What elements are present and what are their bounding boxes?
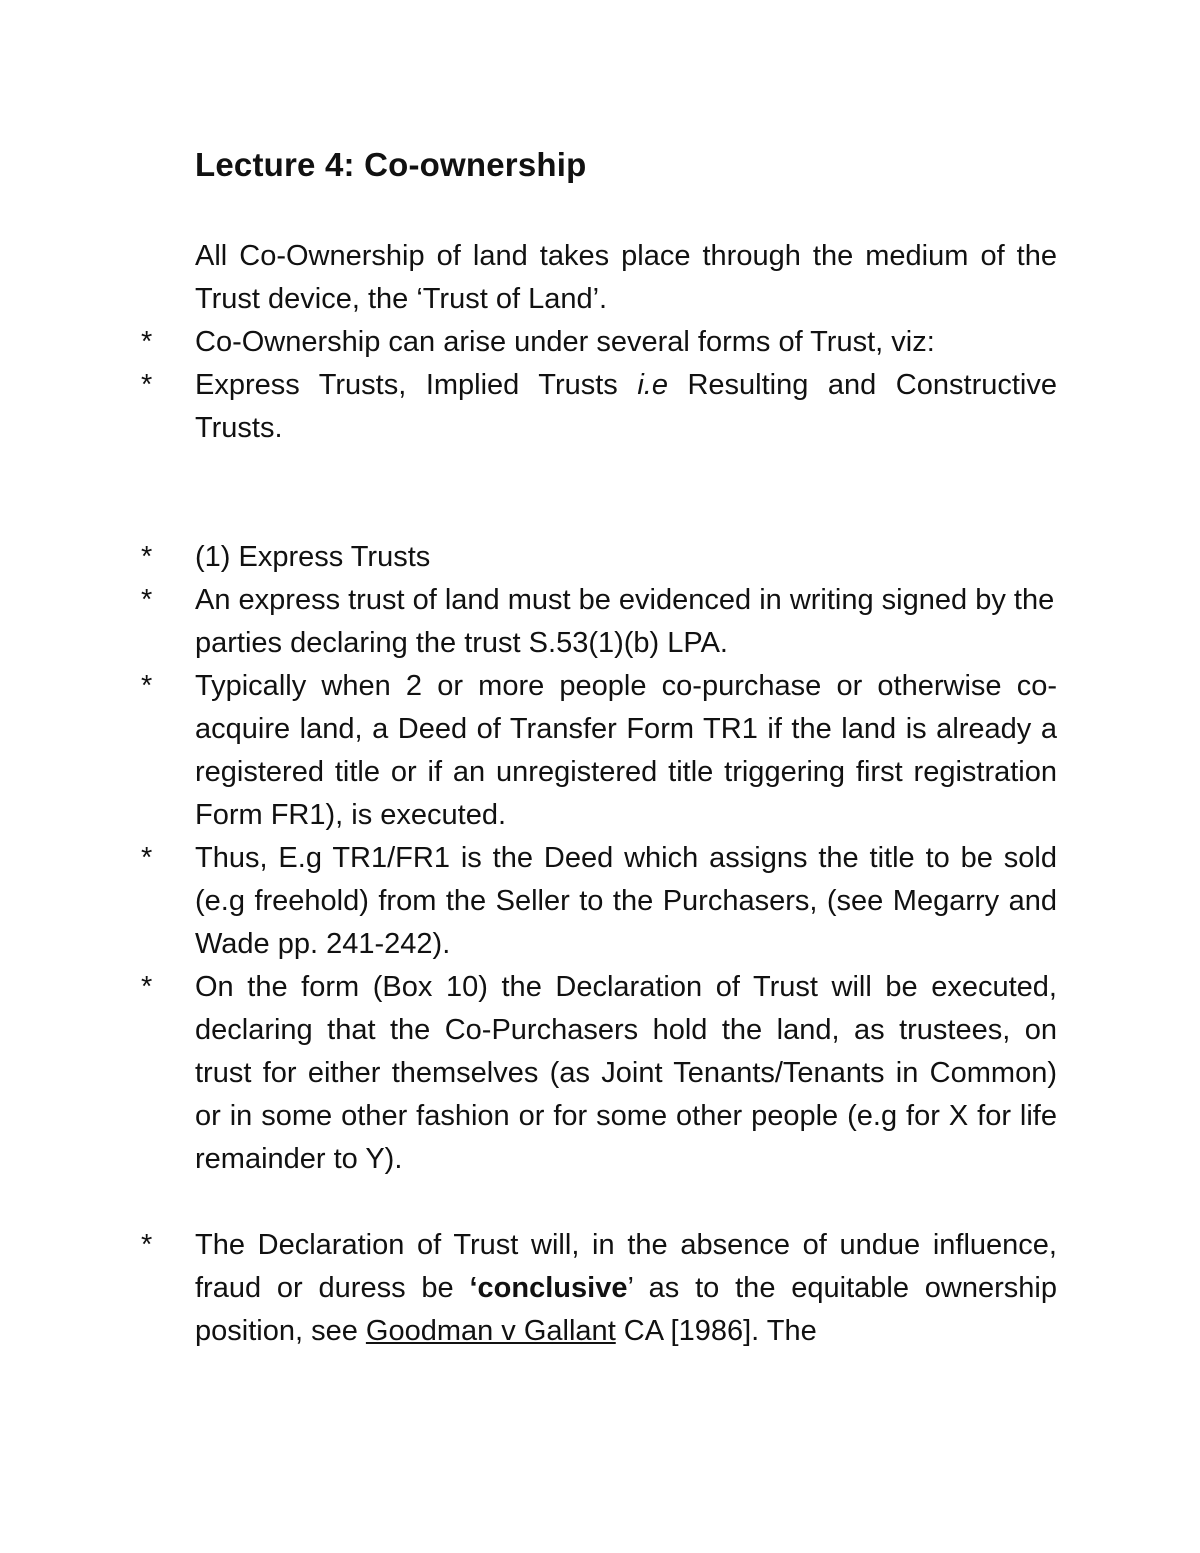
bullet-marker: * (141, 326, 153, 358)
spacer (135, 1181, 1057, 1224)
list-item (135, 837, 1057, 966)
list-item (135, 321, 1057, 364)
section-heading: (1) Express Trusts (195, 541, 431, 573)
list-item-text: On the form (Box 10) the Declaration of Trust will be executed, declaring that the Co-Purchasers hold the land, as trustees, on trust for either themselves (as Joint Tenants/Tenants in Common) or in some other fashion or for some other people (e.g for X for life remainder to Y). (195, 971, 1057, 1175)
list-item (135, 364, 1057, 450)
bullet-marker: * (141, 584, 153, 616)
list-item-text: Express Trusts, Implied Trusts (195, 369, 638, 401)
list-item (135, 536, 1057, 579)
list-item-text: Resulting and Constructive Trusts. (195, 369, 1057, 444)
bullet-marker: * (141, 369, 153, 401)
list-item (135, 579, 1057, 665)
list-item-text: Thus, E.g TR1/FR1 is the Deed which assigns the title to be sold (e.g freehold) from the Seller to the Purchasers, (see Megarry and Wade pp. 241-242). (195, 842, 1057, 960)
italic-ie: i.e (637, 369, 668, 401)
intro-paragraph (135, 235, 1057, 321)
intro-text: All Co-Ownership of land takes place through the medium of the Trust device, the ‘Trust of Land’. (195, 240, 1057, 315)
list-item (135, 665, 1057, 837)
list-item-text: An express trust of land must be evidenced in writing signed by the parties declaring the trust S.53(1)(b) LPA. (195, 584, 1055, 659)
list-item-text: CA [1986]. The (615, 1315, 817, 1347)
bold-conclusive: ‘conclusive (469, 1272, 628, 1304)
bullet-marker: * (141, 1229, 153, 1261)
case-citation: Goodman v Gallant (365, 1315, 616, 1347)
list-item (135, 1224, 1057, 1353)
bullet-marker: * (141, 670, 153, 702)
spacer (135, 450, 1057, 536)
list-item (135, 966, 1057, 1181)
list-item-text: The Declaration of Trust will, in the absence of undue influence, fraud or duress be (195, 1229, 1057, 1304)
list-item-text: Typically when 2 or more people co-purchase or otherwise co-acquire land, a Deed of Transfer Form TR1 if the land is already a registered title or if an unregistered title triggering first registration Form FR1), is executed. (195, 670, 1057, 831)
page-title: Lecture 4: Co-ownership (195, 146, 587, 183)
bullet-marker: * (141, 842, 153, 874)
list-item-text: Co-Ownership can arise under several forms of Trust, viz: (195, 326, 935, 358)
bullet-marker: * (141, 541, 153, 573)
document-body (135, 235, 1057, 1353)
bullet-marker: * (141, 971, 153, 1003)
list-item-text: ’ as to the equitable ownership position, see (195, 1272, 1057, 1347)
